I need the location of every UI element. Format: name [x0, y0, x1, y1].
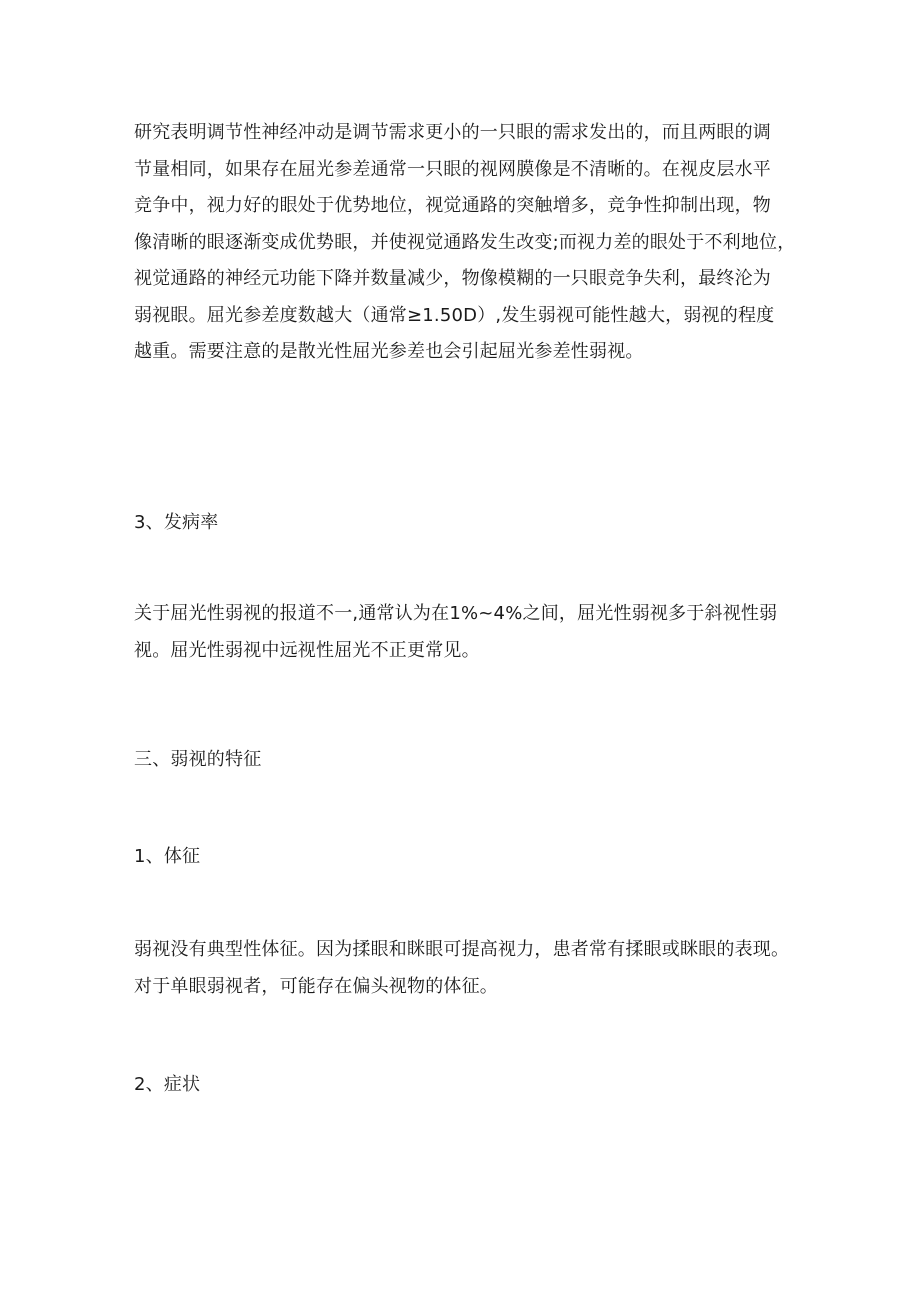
- paragraph-incidence: [134, 596, 794, 669]
- text-line: 研究表明调节性神经冲动是调节需求更小的一只眼的需求发出的，而且两眼的调: [134, 122, 771, 143]
- paragraph-refractive-anisometropia-mechanism: [134, 115, 794, 371]
- text-line: 弱视没有典型性体征。因为揉眼和眯眼可提高视力，患者常有揉眼或眯眼的表现。: [134, 939, 790, 960]
- paragraph-signs: [134, 932, 794, 1005]
- text-line: 关于屈光性弱视的报道不一,通常认为在1%~4%之间，屈光性弱视多于斜视性弱: [134, 603, 778, 624]
- heading-incidence: 3、发病率: [134, 512, 219, 533]
- text-line: 对于单眼弱视者，可能存在偏头视物的体征。: [134, 975, 498, 997]
- heading-amblyopia-features: 三、弱视的特征: [134, 749, 262, 770]
- text-line: 像清晰的眼逐渐变成优势眼，并使视觉通路发生改变;而视力差的眼处于不利地位，: [134, 231, 796, 253]
- text-line: 竞争中，视力好的眼处于优势地位，视觉通路的突触增多，竞争性抑制出现，物: [134, 195, 771, 216]
- text-line: 越重。需要注意的是散光性屈光参差也会引起屈光参差性弱视。: [134, 341, 644, 362]
- text-line: 视。屈光性弱视中远视性屈光不正更常见。: [134, 639, 480, 661]
- heading-symptoms: 2、症状: [134, 1074, 201, 1095]
- text-line: 视觉通路的神经元功能下降并数量减少，物像模糊的一只眼竞争失利，最终沦为: [134, 268, 771, 289]
- heading-signs: 1、体征: [134, 846, 201, 867]
- text-line: 节量相同，如果存在屈光参差通常一只眼的视网膜像是不清晰的。在视皮层水平: [134, 158, 771, 180]
- text-line: 弱视眼。屈光参差度数越大（通常≥1.50D）,发生弱视可能性越大，弱视的程度: [134, 304, 775, 326]
